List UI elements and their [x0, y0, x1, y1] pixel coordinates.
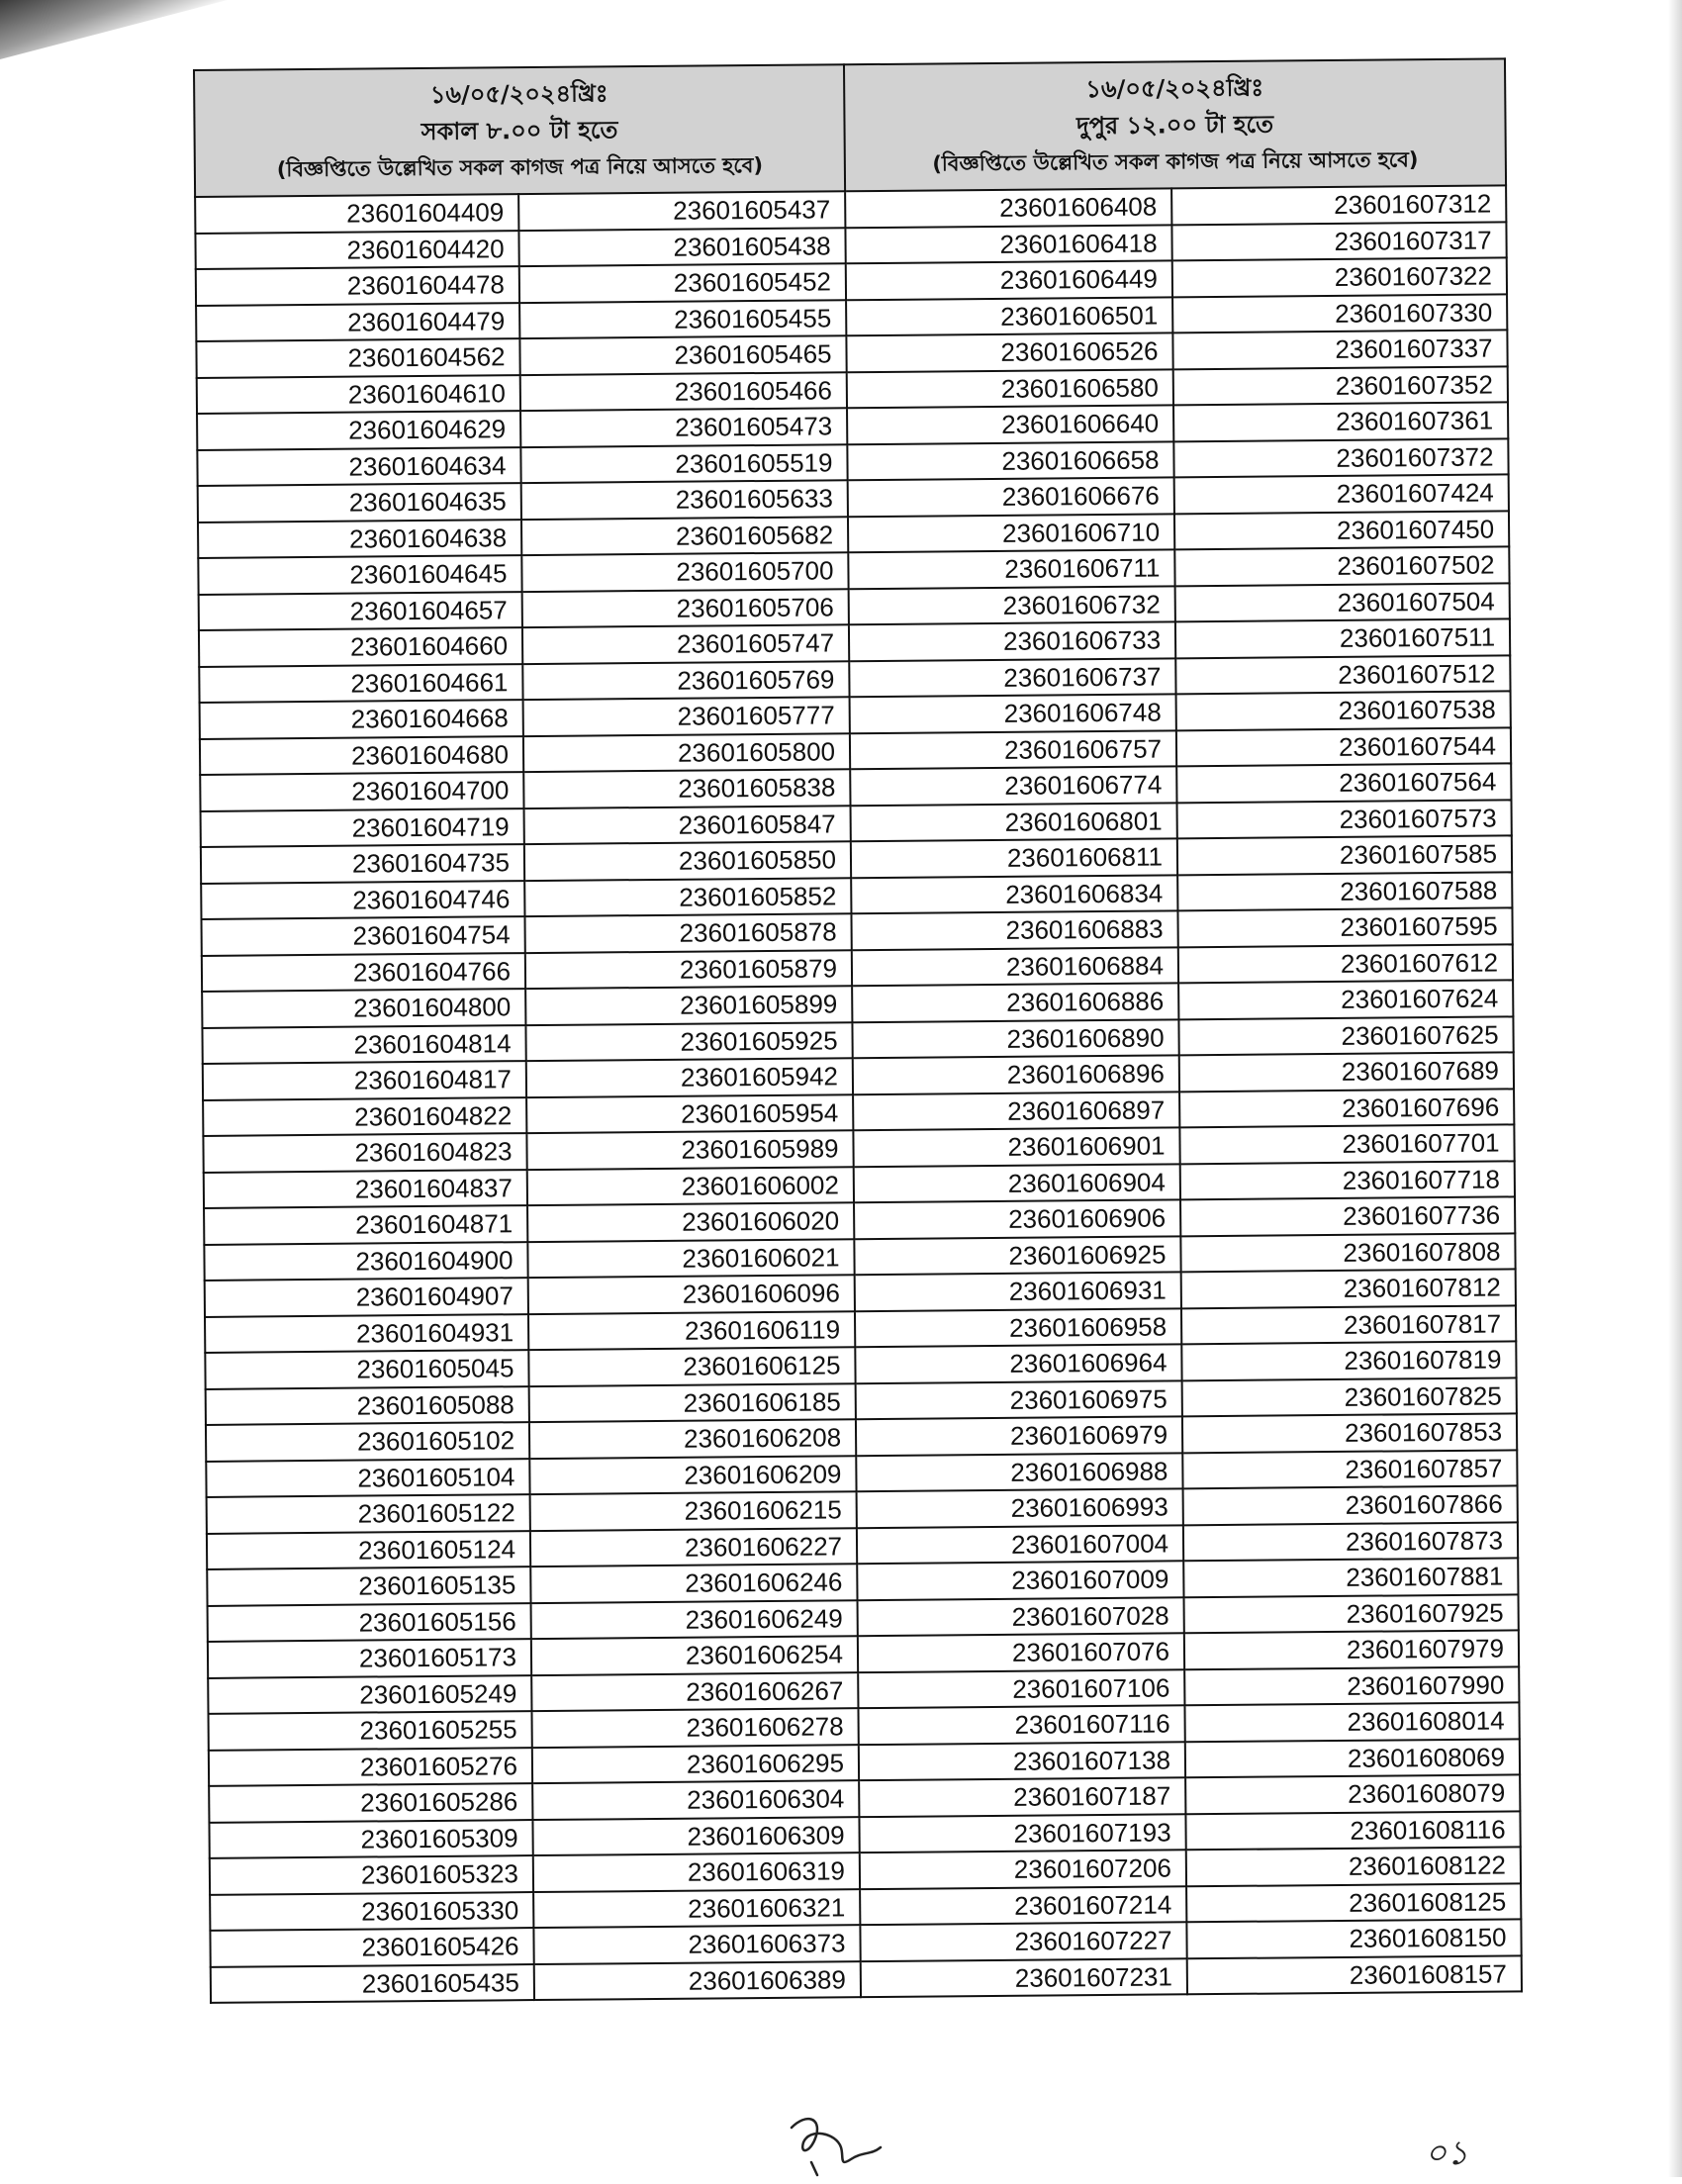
noon-note: (বিজ্ঞপ্তিতে উল্লেখিত সকল কাগজ পত্র নিয়ে আসতে হবে): [932, 146, 1419, 175]
roll-number-cell: 23601606883: [851, 910, 1177, 949]
roll-number-cell: 23601607853: [1182, 1413, 1517, 1452]
roll-number-cell: 23601607372: [1173, 438, 1508, 477]
roll-number-cell: 23601605850: [524, 841, 851, 880]
roll-number-cell: 23601606801: [851, 803, 1177, 841]
roll-number-cell: 23601606215: [530, 1491, 857, 1530]
roll-number-cell: 23601604634: [197, 447, 520, 486]
roll-number-cell: 23601604660: [199, 627, 522, 666]
roll-number-cell: 23601604817: [203, 1061, 526, 1099]
roll-number-cell: 23601605437: [518, 191, 845, 230]
roll-number-cell: 23601604479: [196, 303, 519, 341]
roll-number-cell: 23601606254: [531, 1636, 858, 1674]
noon-session-header: [844, 58, 1506, 191]
roll-number-cell: 23601607564: [1176, 763, 1511, 802]
roll-number-cell: 23601607330: [1172, 294, 1507, 332]
roll-number-cell: 23601605135: [207, 1567, 530, 1605]
roll-number-cell: 23601607028: [858, 1597, 1184, 1636]
roll-number-cell: 23601605276: [209, 1748, 532, 1786]
roll-number-cell: 23601604837: [204, 1170, 527, 1208]
roll-number-cell: 23601607718: [1180, 1161, 1515, 1199]
roll-number-cell: 23601605088: [206, 1386, 529, 1425]
roll-number-cell: 23601606774: [850, 766, 1176, 805]
roll-number-cell: 23601604900: [204, 1242, 527, 1281]
page-number: ০১: [1425, 2134, 1469, 2173]
roll-number-cell: 23601607004: [857, 1525, 1183, 1564]
roll-number-cell: 23601606964: [855, 1344, 1181, 1382]
roll-number-cell: 23601606890: [852, 1019, 1178, 1058]
roll-number-cell: 23601606249: [531, 1600, 858, 1639]
roll-number-cell: 23601607544: [1176, 727, 1511, 766]
roll-number-cell: 23601607979: [1184, 1630, 1519, 1668]
roll-number-cell: 23601605925: [525, 1022, 852, 1061]
roll-number-cell: 23601606278: [531, 1708, 858, 1747]
roll-number-cell: 23601604635: [198, 483, 521, 522]
roll-number-cell: 23601605466: [520, 372, 847, 411]
roll-number-cell: 23601605747: [522, 624, 849, 663]
roll-number-cell: 23601606389: [534, 1961, 861, 2000]
roll-number-cell: 23601607231: [861, 1958, 1187, 1997]
roll-sheet: [193, 57, 1521, 2003]
roll-number-cell: 23601607925: [1184, 1594, 1519, 1633]
roll-number-cell: 23601604645: [198, 555, 521, 594]
roll-number-cell: 23601607450: [1174, 511, 1509, 549]
roll-number-cell: 23601605706: [522, 589, 849, 627]
roll-number-cell: 23601605878: [524, 913, 851, 952]
roll-number-cell: 23601606295: [532, 1745, 859, 1783]
roll-number-cell: 23601604823: [203, 1133, 526, 1172]
roll-number-cell: 23601607106: [858, 1669, 1184, 1708]
roll-number-cell: 23601607812: [1181, 1269, 1516, 1307]
roll-number-cell: 23601606208: [529, 1419, 856, 1458]
roll-number-cell: 23601605124: [207, 1531, 530, 1569]
roll-number-cell: 23601605452: [519, 263, 846, 302]
roll-number-cell: 23601605426: [210, 1928, 533, 1966]
roll-number-cell: 23601605249: [208, 1675, 531, 1714]
roll-number-cell: 23601606580: [847, 369, 1173, 408]
roll-number-cell: 23601606002: [527, 1167, 854, 1205]
roll-number-cell: 23601605633: [521, 480, 848, 519]
roll-number-cell: 23601605455: [519, 300, 846, 338]
roll-number-cell: 23601607502: [1174, 546, 1509, 585]
roll-number-cell: 23601606988: [856, 1453, 1182, 1491]
roll-number-cell: 23601606993: [857, 1488, 1183, 1527]
roll-number-cell: 23601607322: [1172, 257, 1507, 296]
roll-number-cell: 23601604746: [201, 881, 524, 919]
roll-number-cell: 23601607214: [860, 1886, 1186, 1925]
roll-number-cell: 23601606676: [848, 477, 1174, 516]
roll-number-cell: 23601604680: [200, 736, 523, 775]
roll-number-cell: 23601607187: [859, 1777, 1185, 1816]
roll-number-cell: 23601606732: [849, 586, 1175, 624]
roll-number-cell: 23601607361: [1173, 402, 1508, 440]
roll-number-cell: 23601604700: [200, 772, 523, 810]
roll-number-cell: 23601606886: [852, 983, 1178, 1021]
roll-number-cell: 23601605255: [209, 1711, 532, 1750]
roll-number-cell: 23601607511: [1175, 618, 1510, 657]
roll-number-cell: 23601605104: [206, 1459, 529, 1497]
roll-number-body: [195, 185, 1522, 2002]
roll-number-cell: 23601607817: [1181, 1305, 1516, 1344]
roll-number-cell: 23601604661: [199, 664, 522, 703]
roll-number-cell: 23601607866: [1183, 1485, 1518, 1524]
roll-number-cell: 23601605173: [208, 1639, 531, 1677]
table-header-row: [194, 58, 1506, 197]
roll-number-cell: 23601607138: [859, 1742, 1185, 1780]
roll-number-cell: 23601606449: [846, 260, 1172, 299]
roll-number-cell: 23601605852: [524, 878, 851, 916]
roll-number-cell: 23601605465: [519, 335, 846, 374]
page-corner-fold: [0, 0, 228, 59]
roll-number-cell: 23601605942: [526, 1058, 853, 1096]
roll-number-cell: 23601606373: [533, 1925, 860, 1963]
roll-number-cell: 23601608116: [1185, 1811, 1520, 1850]
roll-number-cell: 23601605309: [209, 1820, 532, 1858]
roll-number-cell: 23601607808: [1180, 1233, 1515, 1272]
roll-number-cell: 23601605519: [520, 444, 847, 483]
roll-number-cell: 23601606925: [854, 1236, 1180, 1275]
roll-number-cell: 23601605330: [210, 1892, 533, 1931]
roll-number-cell: 23601607701: [1179, 1124, 1514, 1163]
roll-number-cell: 23601606125: [528, 1347, 855, 1385]
roll-number-cell: 23601607337: [1172, 330, 1507, 368]
roll-number-cell: 23601607736: [1180, 1196, 1515, 1235]
roll-number-cell: 23601606757: [850, 730, 1176, 769]
roll-number-cell: 23601604478: [196, 266, 519, 305]
roll-number-cell: 23601608125: [1186, 1883, 1521, 1922]
roll-number-cell: 23601608122: [1186, 1847, 1521, 1885]
roll-number-cell: 23601604719: [201, 808, 524, 847]
roll-number-cell: 23601606737: [849, 658, 1175, 697]
roll-number-cell: 23601606304: [532, 1780, 859, 1819]
roll-number-cell: 23601608150: [1186, 1919, 1521, 1957]
roll-number-cell: 23601604638: [198, 520, 521, 558]
roll-number-cell: 23601607625: [1178, 1016, 1513, 1055]
roll-number-cell: 23601605473: [520, 408, 847, 446]
roll-number-cell: 23601605438: [518, 228, 845, 266]
roll-number-cell: 23601607585: [1177, 835, 1512, 874]
roll-number-cell: 23601606267: [531, 1672, 858, 1711]
roll-number-cell: 23601605700: [521, 552, 848, 591]
roll-number-cell: 23601606185: [529, 1383, 856, 1422]
roll-number-cell: 23601605286: [209, 1783, 532, 1822]
roll-number-cell: 23601606021: [527, 1239, 854, 1278]
roll-number-cell: 23601606710: [848, 514, 1174, 552]
morning-time: সকাল ৮.০০ টা হতে: [420, 115, 618, 145]
roll-number-cell: 23601606119: [528, 1311, 855, 1350]
roll-number-cell: 23601605122: [207, 1494, 530, 1533]
roll-number-cell: 23601606884: [852, 947, 1178, 986]
roll-number-cell: 23601604420: [195, 231, 518, 269]
roll-number-cell: 23601605682: [521, 517, 848, 555]
roll-number-cell: 23601606979: [856, 1416, 1182, 1455]
roll-number-cell: 23601606246: [530, 1564, 857, 1602]
roll-number-cell: 23601608079: [1185, 1774, 1520, 1813]
roll-number-cell: 23601604754: [201, 916, 524, 955]
roll-number-cell: 23601607206: [860, 1850, 1186, 1888]
roll-number-cell: 23601606901: [853, 1127, 1179, 1166]
roll-number-cell: 23601605102: [206, 1422, 529, 1461]
roll-number-cell: 23601607227: [860, 1922, 1186, 1960]
morning-note: (বিজ্ঞপ্তিতে উল্লেখিত সকল কাগজ পত্র নিয়ে আসতে হবে): [276, 152, 764, 181]
roll-number-cell: 23601605800: [523, 733, 850, 772]
roll-number-cell: 23601604814: [202, 1025, 525, 1064]
roll-number-cell: 23601607873: [1183, 1522, 1518, 1561]
roll-number-cell: 23601604610: [197, 375, 520, 414]
noon-time: দুপুর ১২.০০ টা হতে: [1075, 109, 1274, 140]
roll-number-cell: 23601607317: [1171, 222, 1506, 260]
roll-number-cell: 23601604409: [195, 194, 518, 233]
roll-number-cell: 23601605156: [208, 1603, 531, 1642]
roll-number-cell: 23601604907: [205, 1278, 528, 1316]
roll-number-cell: 23601607825: [1182, 1377, 1517, 1416]
roll-number-cell: 23601606096: [528, 1275, 855, 1313]
roll-number-cell: 23601605899: [525, 986, 852, 1024]
roll-number-cell: 23601604735: [201, 844, 524, 883]
roll-number-cell: 23601604931: [205, 1314, 528, 1353]
roll-number-cell: 23601604668: [200, 700, 523, 738]
roll-number-cell: 23601606748: [850, 694, 1176, 732]
roll-number-cell: 23601607009: [857, 1561, 1183, 1599]
roll-number-cell: 23601607076: [858, 1633, 1184, 1671]
roll-number-cell: 23601606931: [855, 1272, 1181, 1310]
roll-number-cell: 23601606904: [854, 1164, 1180, 1202]
roll-number-cell: 23601607857: [1182, 1450, 1517, 1488]
morning-session-header: [194, 64, 845, 197]
roll-number-cell: 23601604766: [202, 953, 525, 992]
roll-number-cell: 23601607612: [1178, 944, 1513, 983]
roll-number-cell: 23601606958: [855, 1308, 1181, 1347]
roll-number-cell: 23601608157: [1187, 1955, 1522, 1994]
roll-number-cell: 23601607819: [1181, 1341, 1516, 1379]
roll-number-cell: 23601608014: [1184, 1702, 1519, 1741]
roll-number-cell: 23601606906: [854, 1199, 1180, 1238]
roll-number-cell: 23601606897: [853, 1092, 1179, 1130]
roll-number-cell: 23601604657: [199, 592, 522, 630]
roll-number-table: [193, 57, 1523, 2004]
roll-number-cell: 23601604629: [197, 411, 520, 449]
roll-number-cell: 23601607312: [1171, 185, 1506, 224]
roll-number-cell: 23601605954: [526, 1094, 853, 1133]
roll-number-cell: 23601607424: [1174, 474, 1509, 513]
roll-number-cell: 23601606640: [847, 405, 1173, 443]
roll-number-cell: 23601606834: [851, 875, 1177, 913]
roll-number-cell: 23601604562: [196, 338, 519, 377]
roll-number-cell: 23601606526: [846, 332, 1172, 371]
roll-number-cell: 23601605323: [210, 1855, 533, 1894]
morning-date: ১৬/০৫/২০২৪খ্রিঃ: [429, 78, 608, 109]
roll-number-cell: 23601605838: [523, 769, 850, 807]
roll-number-cell: 23601604871: [204, 1205, 527, 1244]
roll-number-cell: 23601607116: [858, 1705, 1184, 1744]
roll-number-cell: 23601605769: [522, 661, 849, 700]
roll-number-cell: 23601607588: [1177, 872, 1512, 910]
roll-number-cell: 23601605045: [205, 1350, 528, 1388]
roll-number-cell: 23601605777: [523, 697, 850, 735]
roll-number-cell: 23601606501: [846, 297, 1172, 335]
roll-number-cell: 23601608069: [1185, 1739, 1520, 1777]
roll-number-cell: 23601607990: [1184, 1666, 1519, 1705]
roll-number-cell: 23601607512: [1175, 655, 1510, 694]
roll-number-cell: 23601607504: [1175, 583, 1510, 621]
roll-number-cell: 23601606733: [849, 621, 1175, 660]
roll-number-cell: 23601607881: [1183, 1558, 1518, 1596]
roll-number-cell: 23601607538: [1176, 691, 1511, 729]
roll-number-cell: 23601605989: [526, 1130, 853, 1169]
roll-number-cell: 23601606319: [533, 1852, 860, 1891]
roll-number-cell: 23601606658: [847, 441, 1173, 480]
roll-number-cell: 23601606321: [533, 1889, 860, 1928]
roll-number-cell: 23601606711: [848, 549, 1174, 588]
roll-number-cell: 23601606209: [529, 1456, 856, 1494]
roll-number-cell: 23601607352: [1173, 366, 1508, 405]
roll-number-cell: 23601607689: [1179, 1052, 1514, 1091]
roll-number-cell: 23601607573: [1177, 800, 1512, 838]
roll-number-cell: 23601604800: [202, 989, 525, 1027]
roll-number-cell: 23601606020: [527, 1202, 854, 1241]
roll-number-cell: 23601606418: [845, 225, 1171, 263]
roll-number-cell: 23601604822: [203, 1097, 526, 1136]
roll-number-cell: 23601606309: [532, 1817, 859, 1855]
roll-number-cell: 23601605879: [525, 950, 852, 989]
noon-date: ১৬/০৫/২০২৪খ্রিঃ: [1085, 73, 1264, 103]
roll-number-cell: 23601607624: [1178, 980, 1513, 1018]
roll-number-cell: 23601606408: [845, 188, 1171, 227]
roll-number-cell: 23601605435: [211, 1964, 534, 2003]
roll-number-cell: 23601607193: [859, 1814, 1185, 1852]
roll-number-cell: 23601606227: [530, 1528, 857, 1567]
signature-mark: [782, 2108, 900, 2177]
roll-number-cell: 23601605847: [524, 806, 851, 844]
roll-number-cell: 23601606975: [856, 1380, 1182, 1419]
page-edge-shadow: [1668, 0, 1682, 2177]
roll-number-cell: 23601606811: [851, 838, 1177, 877]
roll-number-cell: 23601607696: [1179, 1089, 1514, 1127]
roll-number-cell: 23601607595: [1177, 907, 1512, 946]
roll-number-cell: 23601606896: [853, 1055, 1179, 1093]
